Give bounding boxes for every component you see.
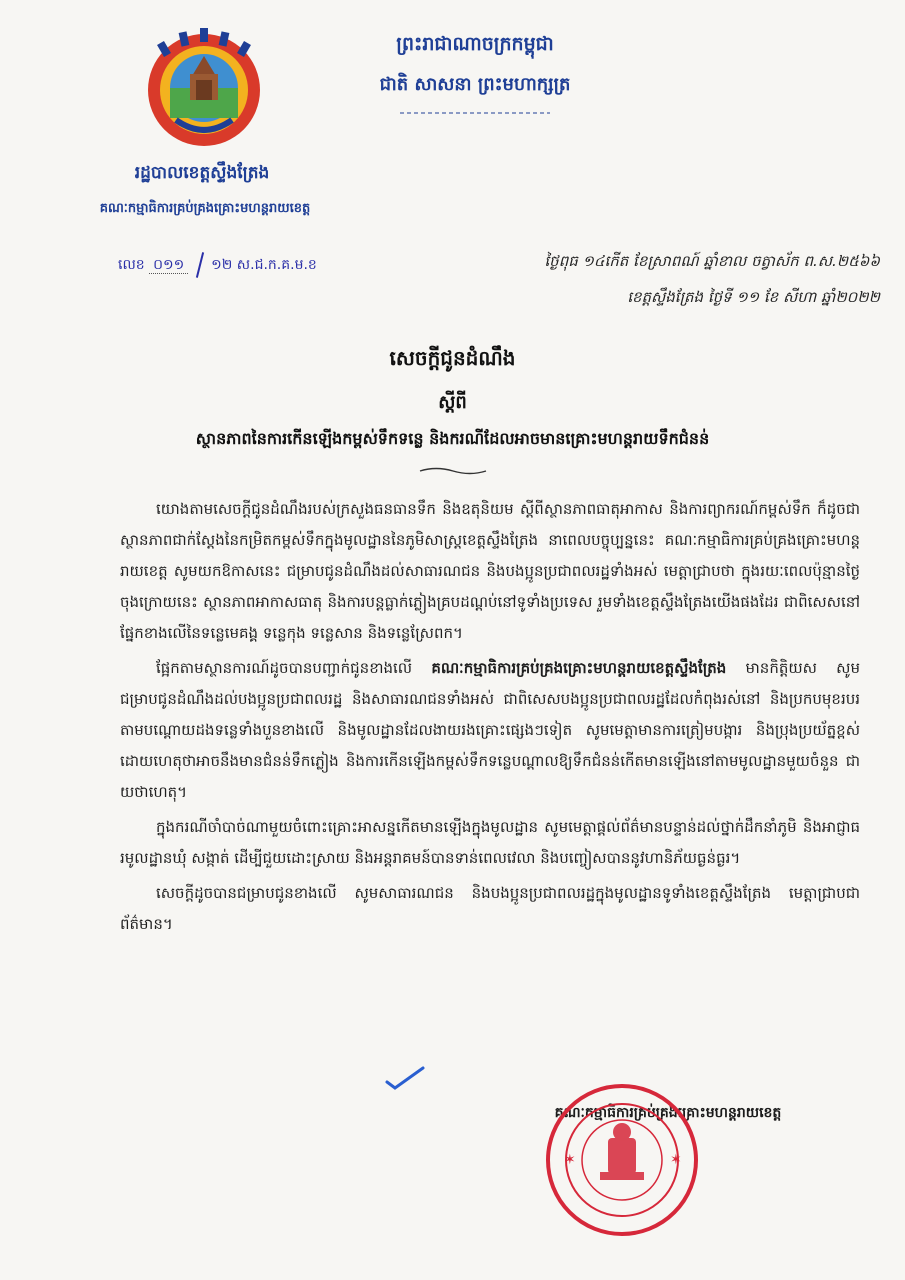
- signature-label: គណៈកម្មាធិការគ្រប់គ្រងគ្រោះមហន្តរាយខេត្ត: [554, 1105, 782, 1121]
- document-subject: ស្ថានភាពនៃការកើនឡើងកម្ពស់ទឹកទន្លេ និងករណីដែលអាចមានគ្រោះមហន្តរាយទឹកជំនន់: [195, 429, 710, 448]
- national-motto: ជាតិ សាសនា ព្រះមហាក្សត្រ: [379, 74, 571, 95]
- notice-body: [120, 494, 860, 944]
- reference-number-value: ០១១: [149, 257, 188, 274]
- document-title: សេចក្តីជូនដំណឹង: [389, 346, 516, 370]
- paragraph-1: យោងតាមសេចក្តីជូនដំណឹងរបស់ក្រសួងធនធានទឹក និងឧតុនិយម ស្តីពីស្ថានភាពធាតុអាកាស និងការព្យាករណ៍កម្ពស់ទឹក ក៏ដូចជាស្ថានភាពជាក់ស្តែងនៃកម្រិតកម្ពស់ទឹកក្នុងមូលដ្ឋាននៃភូមិសាស្ត្រខេត្តស្ទឹងត្រែង នាពេលបច្ចុប្បន្ននេះ គណៈកម្មាធិការគ្រប់គ្រងគ្រោះមហន្តរាយខេត្ត សូមយកឱកាសនេះ ជម្រាបជូនដំណឹងដល់សាធារណជន និងបងប្អូនប្រជាពលរដ្ឋទាំងអស់ មេត្តាជ្រាបថា ក្នុងរយៈពេលប៉ុន្មានថ្ងៃចុងក្រោយនេះ ស្ថានភាពអាកាសធាតុ និងការបន្តធ្លាក់ភ្លៀងគ្របដណ្តប់នៅទូទាំងប្រទេស រួមទាំងខេត្តស្ទឹងត្រែងយើងផងដែរ ជាពិសេសនៅផ្នែកខាងលើនៃទន្លេមេគង្គ ទន្លេកុង ទន្លេសាន និងទន្លេស្រែពក។: [120, 500, 860, 642]
- official-seal-icon: [542, 1080, 702, 1240]
- svg-text:✶: ✶: [564, 1152, 576, 1168]
- reference-number: [118, 252, 317, 278]
- paragraph-3: ក្នុងករណីចាំបាច់ណាមួយចំពោះគ្រោះអាសន្នកើតមានឡើងក្នុងមូលដ្ឋាន សូមមេត្តាផ្តល់ព័ត៌មានបន្ទាន់ដល់ថ្នាក់ដឹកនាំភូមិ និងអាជ្ញាធរមូលដ្ឋានឃុំ សង្កាត់ ដើម្បីជួយដោះស្រាយ និងអន្តរាគមន៍បានទាន់ពេលវេលា និងបញ្ចៀសបាននូវហានិភ័យធ្ងន់ធ្ងរ។: [120, 818, 860, 867]
- reference-suffix: ១២ ស.ជ.ក.គ.ម.ខ: [211, 257, 317, 273]
- paragraph-2: [120, 653, 860, 808]
- paragraph-2-committee: គណៈកម្មាធិការគ្រប់គ្រងគ្រោះមហន្តរាយខេត្តស្ទឹងត្រែង: [431, 659, 727, 677]
- slash-mark: [196, 252, 204, 278]
- paragraph-4: សេចក្តីដូចបានជម្រាបជូនខាងលើ សូមសាធារណជន និងបងប្អូនប្រជាពលរដ្ឋក្នុងមូលដ្ឋានទូទាំងខេត្តស្ទឹងត្រែង មេត្តាជ្រាបជាព័ត៌មាន។: [120, 884, 860, 933]
- province-name: រដ្ឋបាលខេត្តស្ទឹងត្រែង: [134, 163, 270, 183]
- reference-prefix: លេខ: [118, 257, 145, 273]
- solar-date: ខេត្តស្ទឹងត្រែង ថ្ងៃទី ១១ ខែ សីហា ឆ្នាំ២០២២: [627, 288, 880, 306]
- motto-ornament-icon: [400, 110, 550, 116]
- document-about: ស្តីពី: [438, 392, 467, 413]
- provincial-emblem-icon: [140, 28, 268, 150]
- paragraph-2-rest: មានកិត្តិយស សូមជម្រាបជូនដំណឹងដល់បងប្អូនប្រជាពលរដ្ឋ និងសាធារណជនទាំងអស់ ជាពិសេសបងប្អូនប្រជាពលរដ្ឋដែលកំពុងរស់នៅ និងប្រកបមុខរបរតាមបណ្តោយដងទន្លេទាំងបួនខាងលើ និងមូលដ្ឋានដែលងាយរងគ្រោះផ្សេងៗទៀត សូមមេត្តាមានការត្រៀមបង្ការ និងប្រុងប្រយ័ត្នខ្ពស់ ដោយហេតុថាអាចនឹងមានជំនន់ទឹកភ្លៀង និងការកើនឡើងកម្ពស់ទឹកទន្លេបណ្តាលឱ្យទឹកជំនន់កើតមានឡើងនៅតាមមូលដ្ឋានមួយចំនួន ជាយថាហេតុ។: [120, 659, 860, 801]
- title-divider-icon: [418, 466, 488, 476]
- checkmark-icon: [385, 1066, 425, 1090]
- svg-text:✶: ✶: [670, 1152, 682, 1168]
- paragraph-2-intro: ផ្អែកតាមស្ថានការណ៍ដូចបានបញ្ជាក់ជូនខាងលើ: [156, 659, 432, 677]
- committee-name: គណៈកម្មាធិការគ្រប់គ្រងគ្រោះមហន្តរាយខេត្ត: [99, 201, 311, 216]
- kingdom-title: ព្រះរាជាណាចក្រកម្ពុជា: [396, 33, 554, 55]
- lunar-date: ថ្ងៃពុធ ១៤កើត ខែស្រាពណ៍ ឆ្នាំខាល ចត្វាស័ក ព.ស.២៥៦៦: [544, 252, 880, 270]
